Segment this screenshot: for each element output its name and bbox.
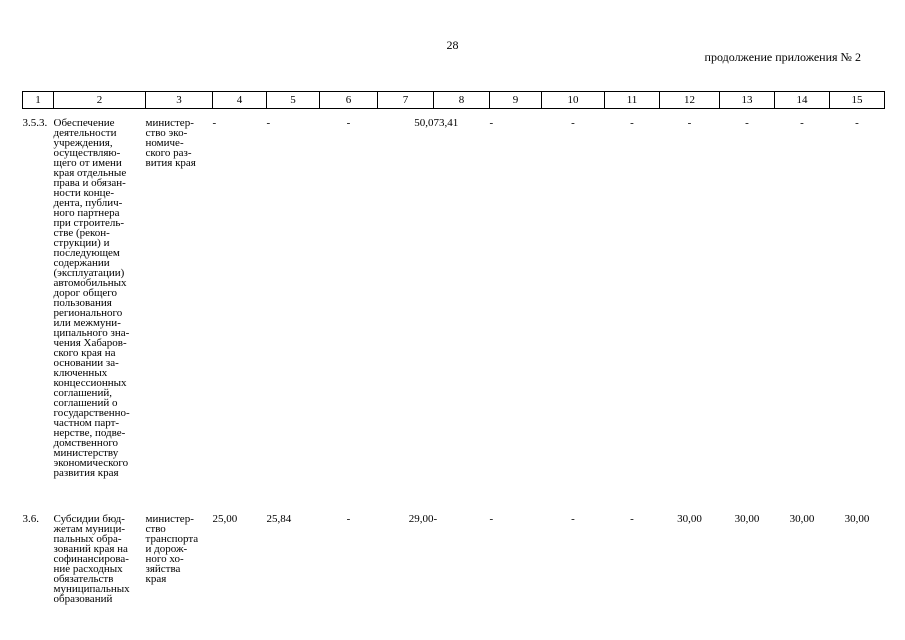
continuation-caption: продолжение приложения № 2 (704, 50, 861, 64)
row-value: - (800, 117, 804, 129)
row-code: 3.6. (22, 513, 39, 525)
row-value: - (630, 513, 634, 525)
column-header: 1 (23, 92, 54, 109)
row-value: 73,41 (433, 117, 459, 129)
row-value: 50,0 (414, 117, 434, 129)
row-value: - (266, 117, 271, 129)
row-value: - (433, 513, 438, 525)
table-row (23, 118, 885, 514)
table-row (23, 514, 885, 604)
row-value: 30,00 (734, 513, 760, 525)
column-header: 8 (434, 92, 490, 109)
column-number-row (23, 92, 885, 109)
column-header: 15 (830, 92, 885, 109)
row-value: - (489, 513, 494, 525)
row-value: 29,00 (408, 513, 434, 525)
row-value: 30,00 (844, 513, 870, 525)
row-value: - (571, 117, 575, 129)
column-header: 2 (54, 92, 146, 109)
page-number: 28 (446, 38, 459, 52)
column-header: 11 (605, 92, 660, 109)
row-value: 25,00 (212, 513, 238, 525)
row-code: 3.5.3. (22, 117, 48, 129)
column-header: 12 (660, 92, 720, 109)
column-header: 10 (542, 92, 605, 109)
row-value: - (346, 513, 351, 525)
row-value: - (212, 117, 217, 129)
row-responsible: министер- ство транспорта и дорож- ного хо- зяйства края (145, 513, 199, 585)
column-header: 6 (320, 92, 378, 109)
row-responsible: министер- ство эко- номиче- ского раз- вития края (145, 117, 196, 169)
row-value: - (855, 117, 859, 129)
row-value: 25,84 (266, 513, 292, 525)
column-header: 14 (775, 92, 830, 109)
column-header: 7 (378, 92, 434, 109)
row-value: 30,00 (677, 513, 702, 525)
row-name: Обеспечение деятельности учреждения, осуществляю- щего от имени края отдельные права и обязан- ности конце- дента, публич- ного партнера при строитель- стве (рекон- струкции) и последующем содержании (эксплуатации) автомобильных дорог общего пользования регионального или межмуни- ципального зна- чения Хабаров- ского края на основании за- ключенных концессионных соглашений, соглашений о государственно- частном парт- нерстве, подве- домственного министерству экономического развития края (53, 117, 130, 479)
row-value: - (571, 513, 575, 525)
column-header: 13 (720, 92, 775, 109)
column-header: 4 (213, 92, 267, 109)
row-value: - (687, 117, 692, 129)
column-header: 5 (267, 92, 320, 109)
row-value: - (489, 117, 494, 129)
column-header: 3 (146, 92, 213, 109)
row-name: Субсидии бюд- жетам муници- пальных обра- зований края на софинансирова- ние расходных обязательств муниципальных образований (53, 513, 130, 605)
row-value: - (630, 117, 634, 129)
column-header: 9 (490, 92, 542, 109)
row-value: - (346, 117, 351, 129)
data-table (22, 91, 885, 604)
row-value: - (745, 117, 749, 129)
row-value: 30,00 (789, 513, 815, 525)
